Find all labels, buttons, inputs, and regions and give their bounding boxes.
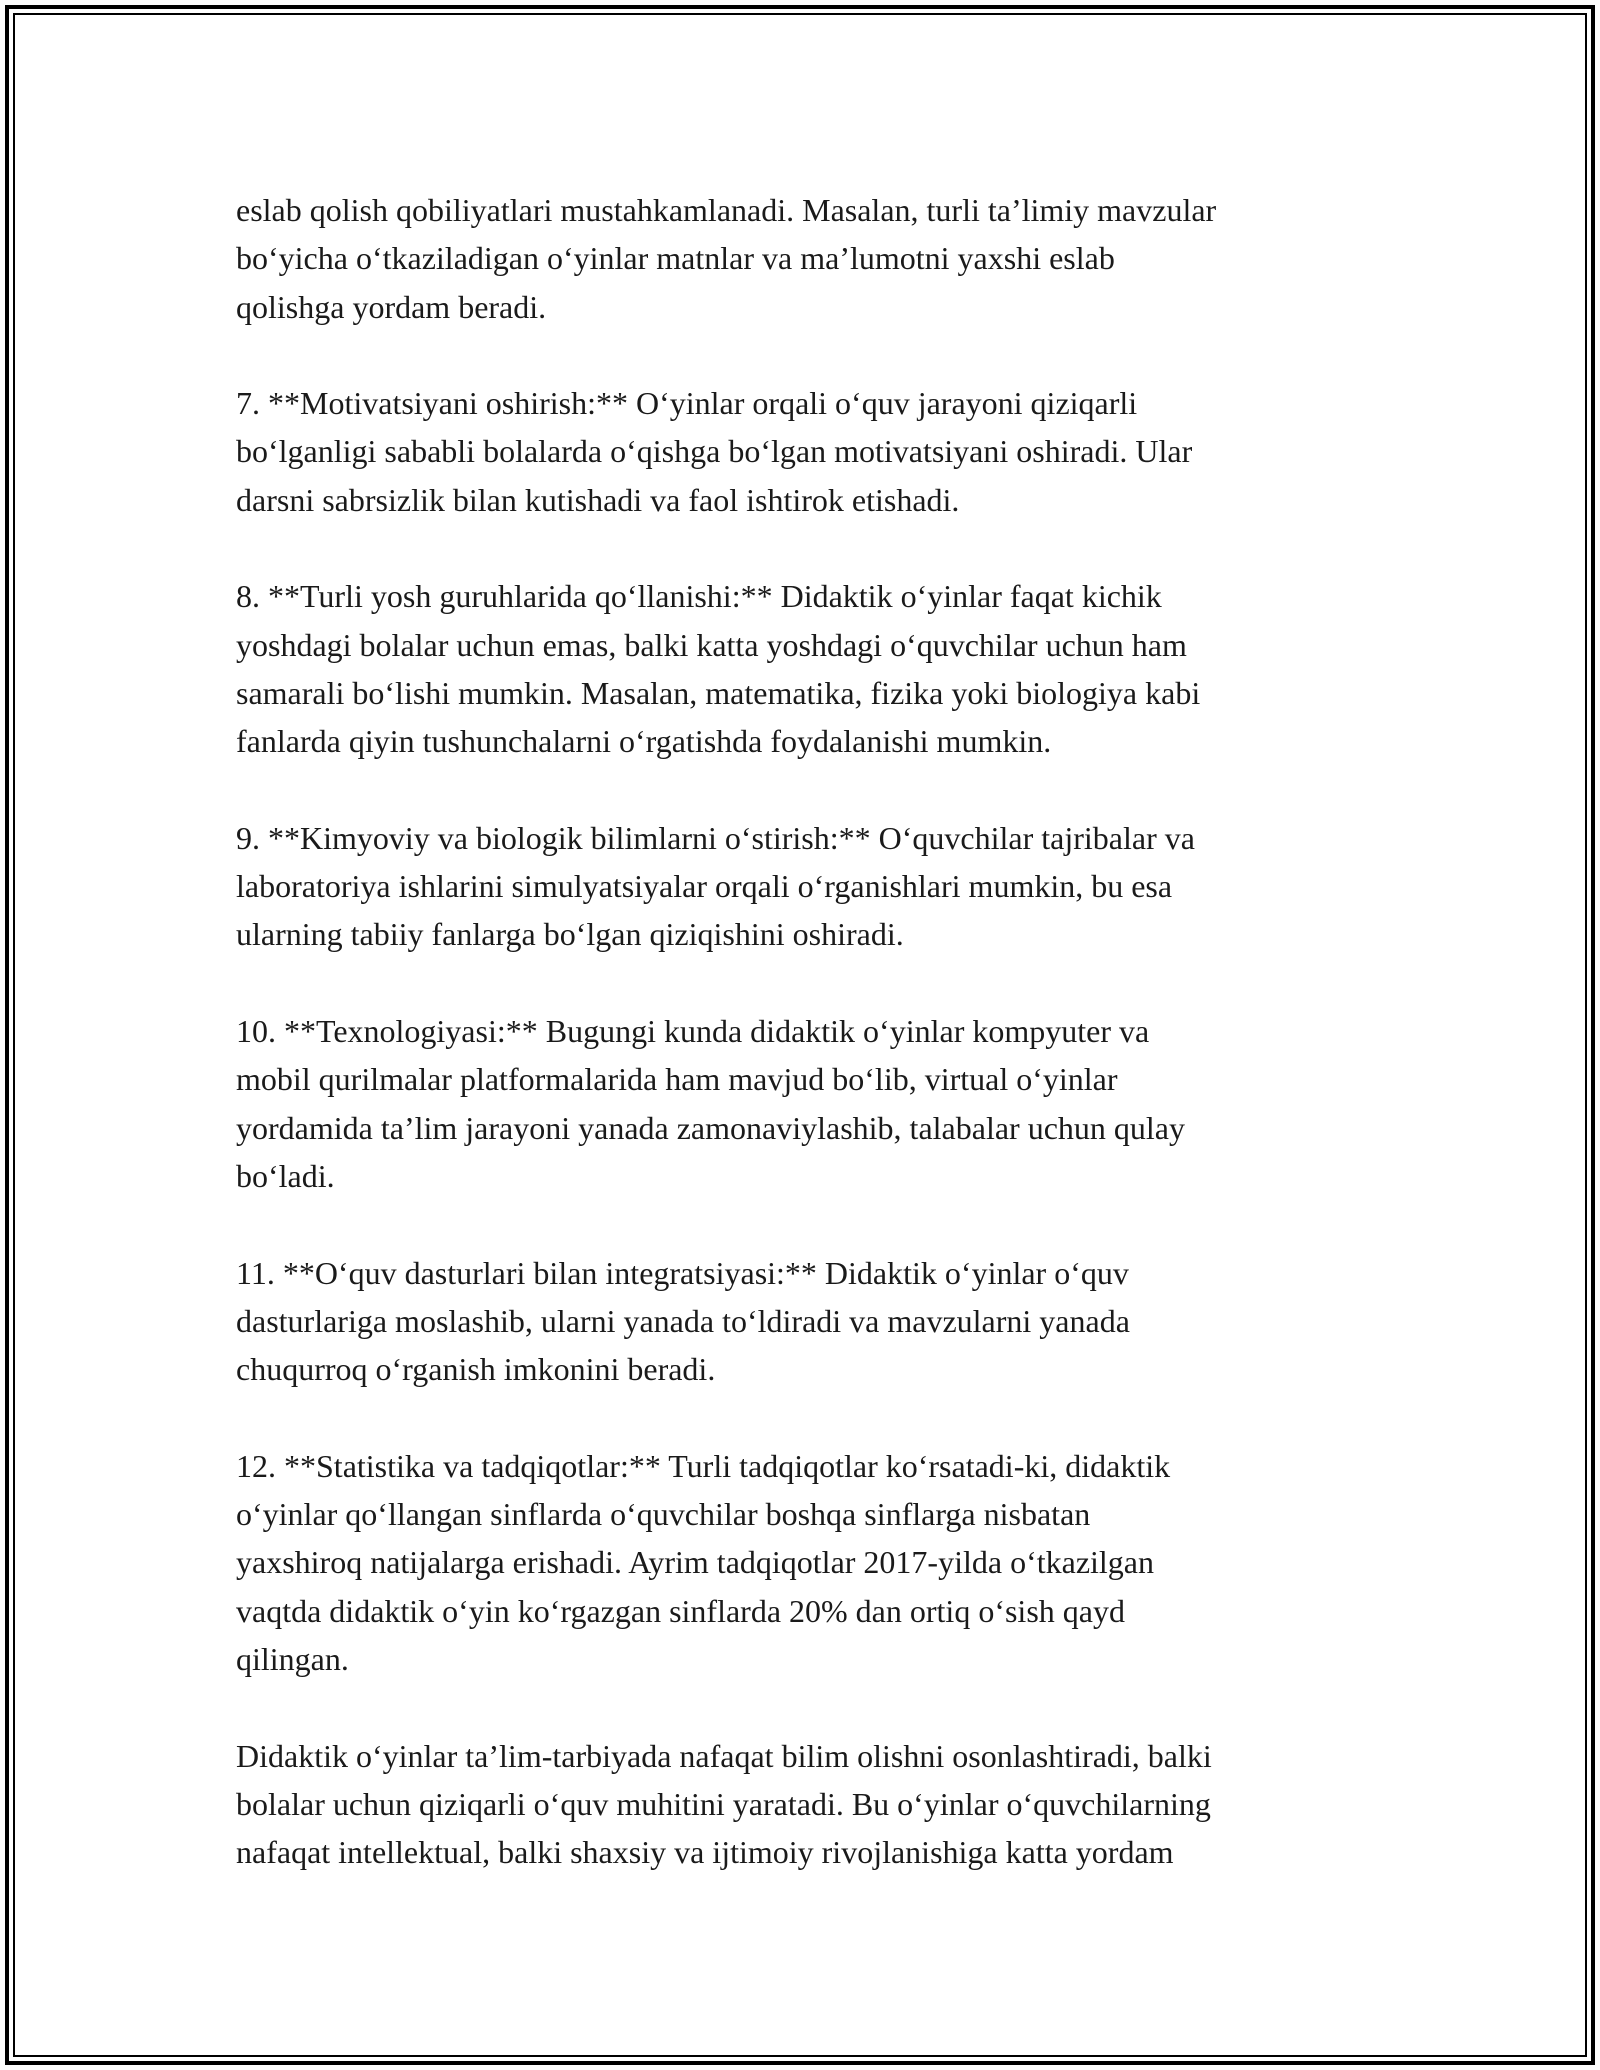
list-item-11: [236, 1249, 1386, 1394]
list-item-10: [236, 1007, 1386, 1200]
text-line: mobil qurilmalar platformalarida ham mavjud bo‘lib, virtual o‘yinlar: [236, 1061, 1118, 1098]
text-line: dasturlariga moslashib, ularni yanada to‘ldiradi va mavzularni yanada: [236, 1302, 1130, 1339]
text-line: ularning tabiiy fanlarga bo‘lgan qiziqishini oshiradi.: [236, 916, 904, 953]
paragraph-continuation: [236, 186, 1386, 331]
text-line: bo‘ladi.: [236, 1157, 335, 1194]
text-line: samarali bo‘lishi mumkin. Masalan, matematika, fizika yoki biologiya kabi: [236, 674, 1201, 711]
text-line: 11. **O‘quv dasturlari bilan integratsiyasi:** Didaktik o‘yinlar o‘quv: [236, 1254, 1129, 1291]
list-item-8: [236, 572, 1386, 765]
text-line: bo‘yicha o‘tkaziladigan o‘yinlar matnlar va ma’lumotni yaxshi eslab: [236, 240, 1115, 277]
text-line: vaqtda didaktik o‘yin ko‘rgazgan sinflarda 20% dan ortiq o‘sish qayd: [236, 1592, 1125, 1629]
text-line: fanlarda qiyin tushunchalarni o‘rgatishda foydalanishi mumkin.: [236, 723, 1052, 760]
text-line: Didaktik o‘yinlar ta’lim-tarbiyada nafaqat bilim olishni osonlashtiradi, balki: [236, 1737, 1212, 1774]
text-line: nafaqat intellektual, balki shaxsiy va ijtimoiy rivojlanishiga katta yordam: [236, 1834, 1174, 1871]
text-line: yaxshiroq natijalarga erishadi. Ayrim tadqiqotlar 2017-yilda o‘tkazilgan: [236, 1544, 1154, 1581]
text-line: o‘yinlar qo‘llangan sinflarda o‘quvchilar boshqa sinflarga nisbatan: [236, 1496, 1091, 1533]
paragraph-conclusion: [236, 1732, 1386, 1877]
text-line: laboratoriya ishlarini simulyatsiyalar orqali o‘rganishlari mumkin, bu esa: [236, 868, 1173, 905]
text-line: 10. **Texnologiyasi:** Bugungi kunda didaktik o‘yinlar kompyuter va: [236, 1013, 1150, 1050]
text-line: eslab qolish qobiliyatlari mustahkamlanadi. Masalan, turli ta’limiy mavzular: [236, 192, 1217, 228]
text-line: qilingan.: [236, 1640, 349, 1677]
text-line: bolalar uchun qiziqarli o‘quv muhitini yaratadi. Bu o‘yinlar o‘quvchilarning: [236, 1785, 1211, 1822]
text-line: bo‘lganligi sababli bolalarda o‘qishga bo‘lgan motivatsiyani oshiradi. Ular: [236, 433, 1193, 470]
text-line: yordamida ta’lim jarayoni yanada zamonaviylashib, talabalar uchun qulay: [236, 1109, 1185, 1146]
text-line: darsni sabrsizlik bilan kutishadi va faol ishtirok etishadi.: [236, 481, 960, 518]
text-line: yoshdagi bolalar uchun emas, balki katta yoshdagi o‘quvchilar uchun ham: [236, 626, 1187, 663]
document-body: [236, 186, 1386, 1925]
list-item-7: [236, 379, 1386, 524]
text-line: 8. **Turli yosh guruhlarida qo‘llanishi:** Didaktik o‘yinlar faqat kichik: [236, 578, 1162, 615]
list-item-12: [236, 1442, 1386, 1683]
text-line: 9. **Kimyoviy va biologik bilimlarni o‘stirish:** O‘quvchilar tajribalar va: [236, 819, 1195, 856]
text-line: 7. **Motivatsiyani oshirish:** O‘yinlar orqali o‘quv jarayoni qiziqarli: [236, 385, 1138, 422]
text-line: chuqurroq o‘rganish imkonini beradi.: [236, 1351, 716, 1388]
text-line: qolishga yordam beradi.: [236, 288, 547, 325]
list-item-9: [236, 814, 1386, 959]
text-line: 12. **Statistika va tadqiqotlar:** Turli tadqiqotlar ko‘rsatadi-ki, didaktik: [236, 1447, 1171, 1484]
